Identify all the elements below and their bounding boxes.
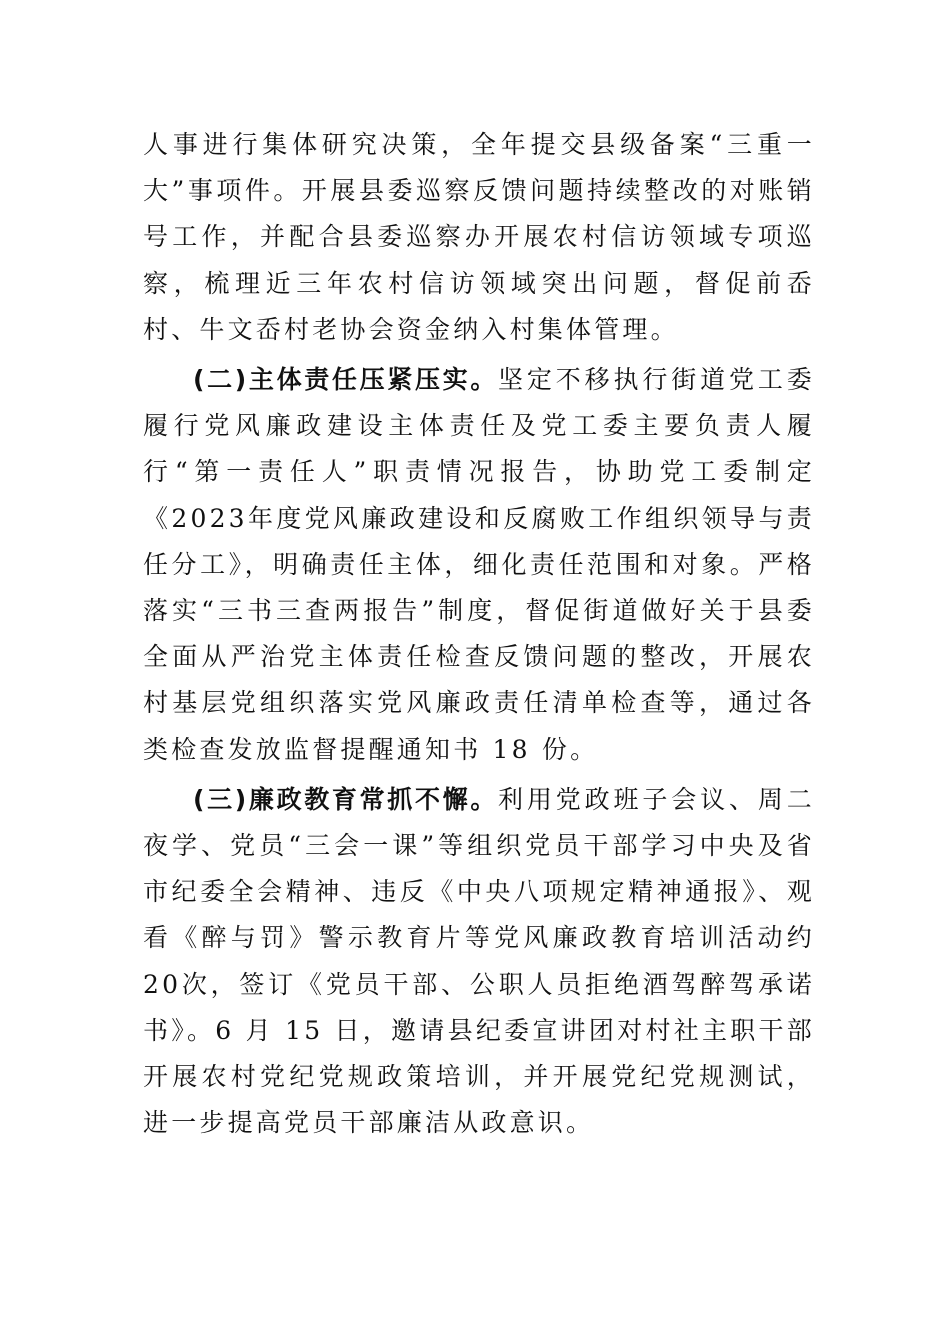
- paragraph-integrity-education: [143, 777, 815, 1147]
- paragraph-continuation: [143, 122, 815, 353]
- paragraph-text: 人事进行集体研究决策，全年提交县级备案“三重一大”事项件。开展县委巡察反馈问题持续整改的对账销号工作，并配合县委巡察办开展农村信访领域专项巡察，梳理近三年农村信访领域突出问题，督促前岙村、牛文岙村老协会资金纳入村集体管理。: [143, 130, 815, 344]
- paragraph-text: 利用党政班子会议、周二夜学、党员“三会一课”等组织党员干部学习中央及省市纪委全会精神、违反《中央八项规定精神通报》、观看《醉与罚》警示教育片等党风廉政教育培训活动约 20次，签订《党员干部、公职人员拒绝酒驾醉驾承诺书》。6 月 15 日，邀请县纪委宣讲团对村社主职干部开展农村党纪党规政策培训，并开展党纪党规测试，进一步提高党员干部廉洁从政意识。: [143, 784, 816, 1138]
- section-heading: (二)主体责任压紧压实。: [193, 365, 499, 395]
- paragraph-main-responsibility: [143, 357, 815, 773]
- document-page: [143, 122, 815, 1146]
- paragraph-text: 坚定不移执行街道党工委履行党风廉政建设主体责任及党工委主要负责人履行“第一责任人”职责情况报告，协助党工委制定《2023年度党风廉政建设和反腐败工作组织领导与责任分工》，明确责任主体，细化责任范围和对象。严格落实“三书三查两报告”制度，督促街道做好关于县委全面从严治党主体责任检查反馈问题的整改，开展农村基层党组织落实党风廉政责任清单检查等，通过各类检查发放监督提醒通知书 18 份。: [143, 365, 816, 764]
- section-heading: (三)廉政教育常抓不懈。: [193, 784, 499, 814]
